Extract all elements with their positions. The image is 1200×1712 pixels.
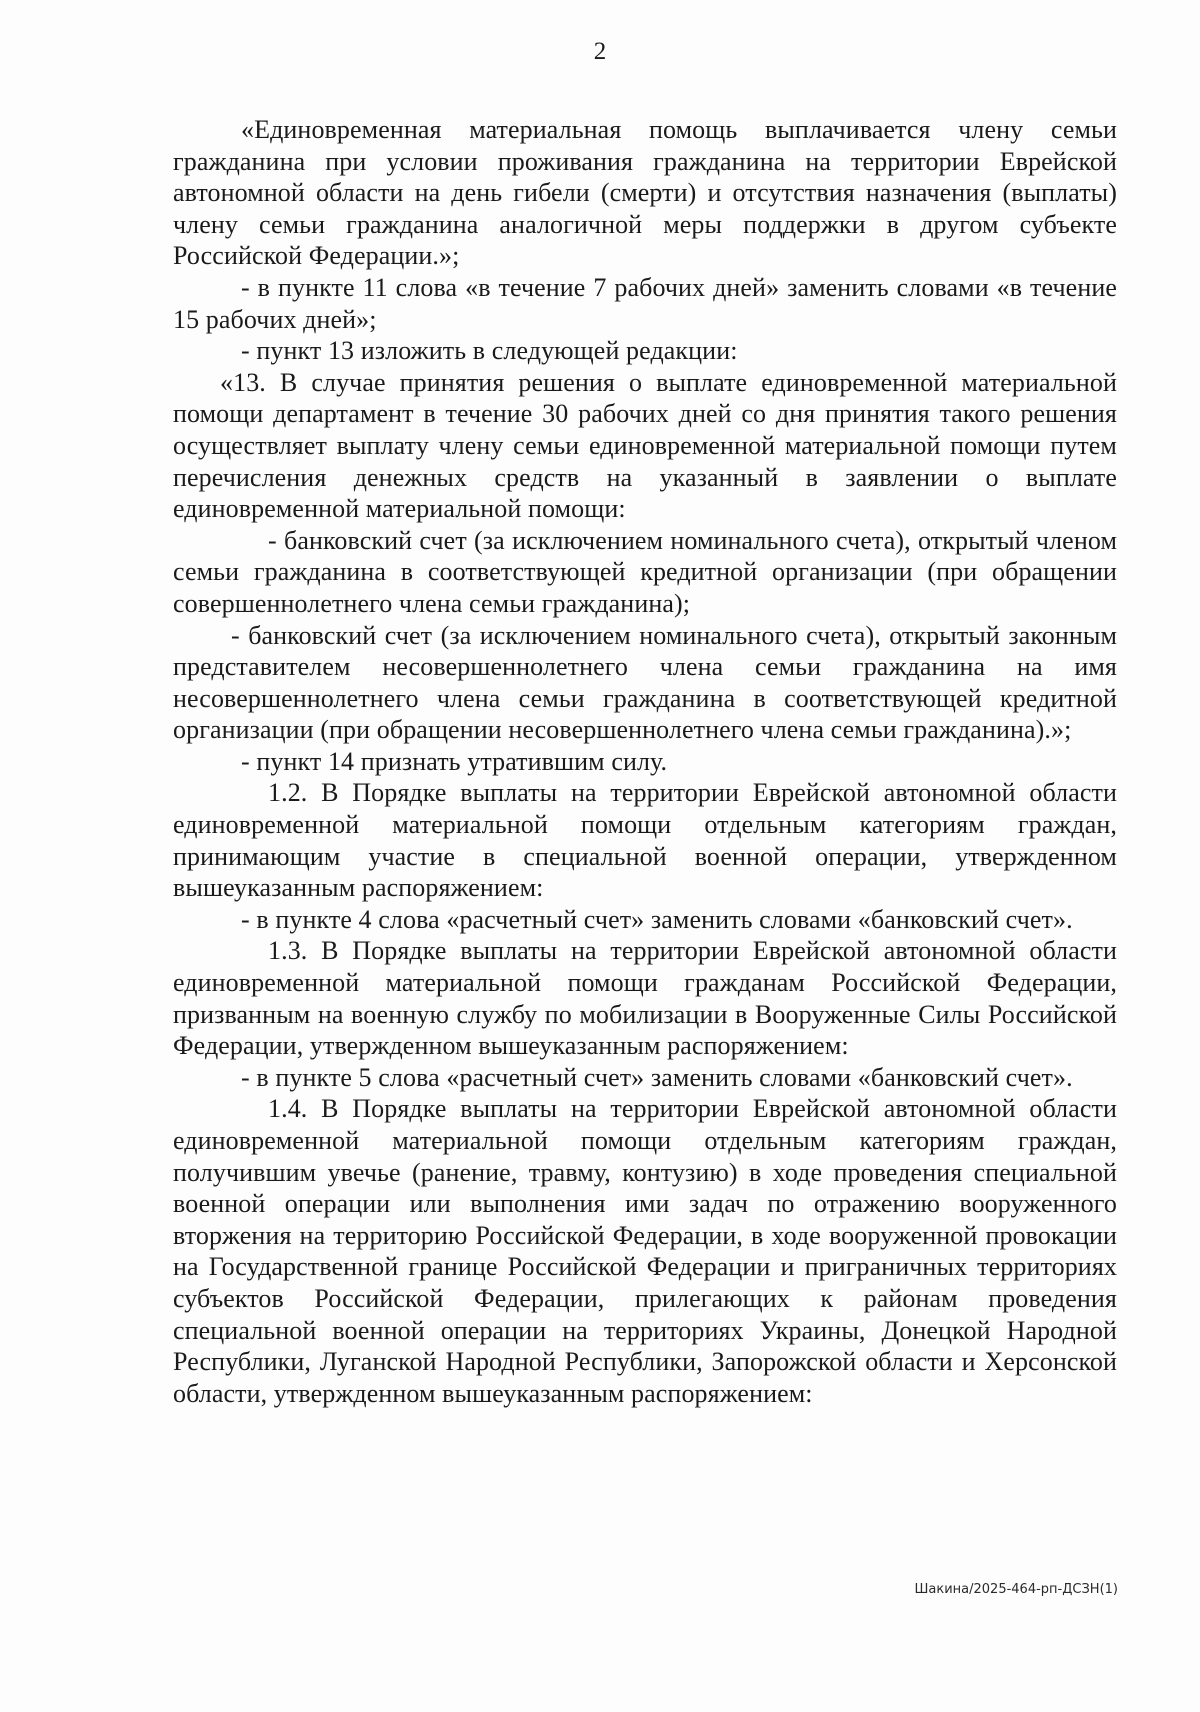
paragraph-section-1-2-item-4: - в пункте 4 слова «расчетный счет» заменить словами «банковский счет». — [241, 904, 1073, 934]
document-reference-code: Шакина/2025-464-рп-ДСЗН(1) — [914, 1582, 1118, 1597]
page-number: 2 — [593, 38, 607, 65]
document-body — [173, 114, 1117, 1409]
paragraph-bank-account-minor: - банковский счет (за исключением номинального счета), открытый законным представителем несовершеннолетнего члена семьи гражданина на имя несовершеннолетнего члена семьи гражданина в соответствующей кредитной организации (при обращении несовершеннолетнего члена семьи гражданина).»; — [173, 620, 1117, 745]
paragraph-item-11: - в пункте 11 слова «в течение 7 рабочих дней» заменить словами «в течение 15 рабочих дней»; — [173, 272, 1117, 334]
paragraph-item-14: - пункт 14 признать утратившим силу. — [241, 746, 668, 776]
paragraph-section-1-2: 1.2. В Порядке выплаты на территории Еврейской автономной области единовременной материальной помощи отдельным категориям граждан, принимающим участие в специальной военной операции, утвержденном вышеуказанным распоряжением: — [173, 778, 1117, 903]
paragraph-bank-account-adult: - банковский счет (за исключением номинального счета), открытый членом семьи гражданина в соответствующей кредитной организации (при обращении совершеннолетнего члена семьи гражданина); — [173, 525, 1117, 618]
paragraph-section-1-4: 1.4. В Порядке выплаты на территории Еврейской автономной области единовременной материальной помощи отдельным категориям граждан, получившим увечье (ранение, травму, контузию) в ходе проведения специальной военной операции или выполнения ими задач по отражению вооруженного вторжения на территорию Российской Федерации, в ходе вооруженной провокации на Государственной границе Российской Федерации и приграничных территориях субъектов Российской Федерации, прилегающих к районам проведения специальной военной операции на территориях Украины, Донецкой Народной Республики, Луганской Народной Республики, Запорожской области и Херсонской области, утвержденном вышеуказанным распоряжением: — [173, 1094, 1117, 1408]
paragraph-quote-conditions: «Единовременная материальная помощь выплачивается члену семьи гражданина при условии проживания гражданина на территории Еврейской автономной области на день гибели (смерти) и отсутствия назначения (выплаты) члену семьи гражданина аналогичной меры поддержки в другом субъекте Российской Федерации.»; — [173, 115, 1117, 271]
paragraph-section-1-3: 1.3. В Порядке выплаты на территории Еврейской автономной области единовременной материальной помощи гражданам Российской Федерации, призванным на военную службу по мобилизации в Вооруженные Силы Российской Федерации, утвержденном вышеуказанным распоряжением: — [173, 936, 1117, 1061]
paragraph-item-13-text: «13. В случае принятия решения о выплате единовременной материальной помощи департамент в течение 30 рабочих дней со дня принятия такого решения осуществляет выплату члену семьи единовременной материальной помощи путем перечисления денежных средств на указанный в заявлении о выплате единовременной материальной помощи: — [173, 367, 1117, 524]
paragraph-section-1-3-item-5: - в пункте 5 слова «расчетный счет» заменить словами «банковский счет». — [241, 1062, 1073, 1092]
paragraph-item-13-intro: - пункт 13 изложить в следующей редакции: — [241, 336, 738, 366]
